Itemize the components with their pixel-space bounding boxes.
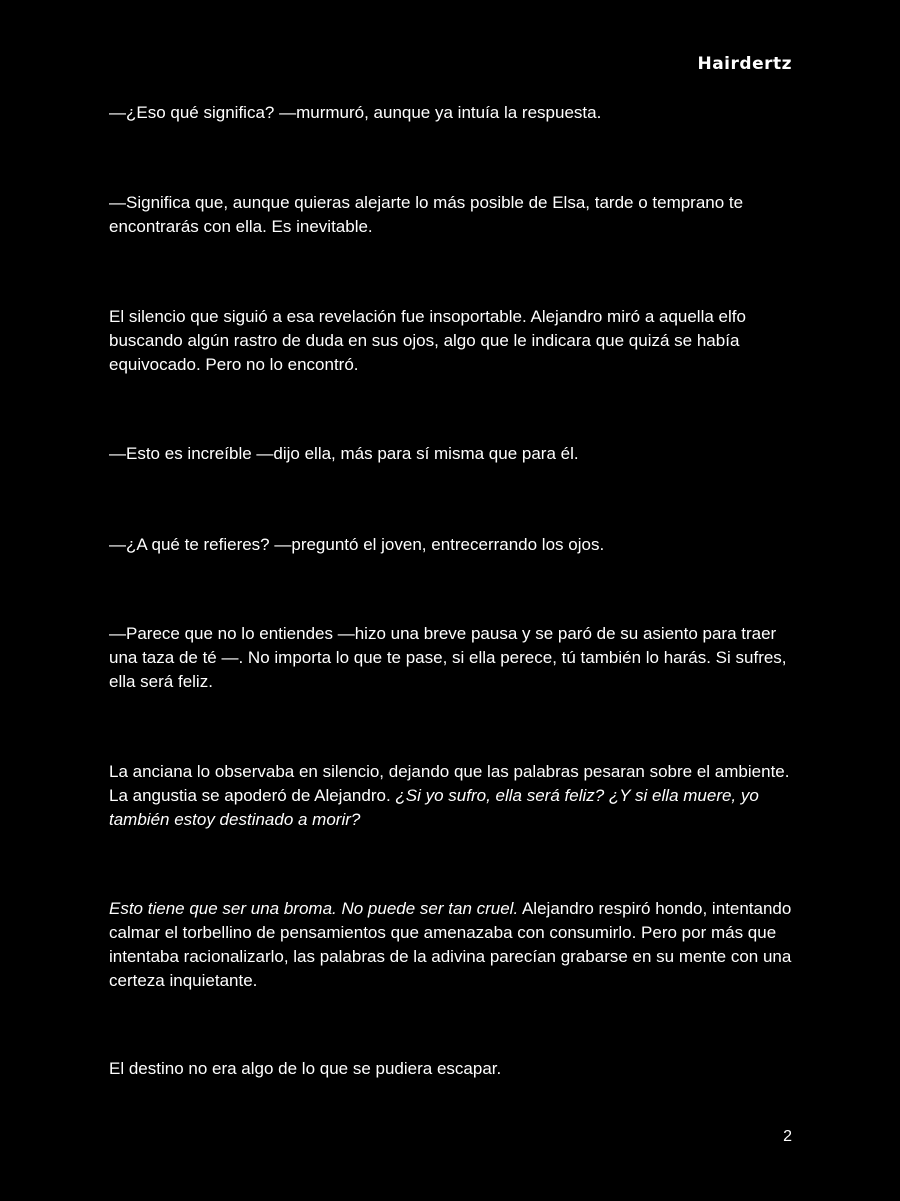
paragraph-7-text: La anciana lo observaba en silencio, dejando que las palabras pesaran sobre el ambiente. La angustia se apoderó de Alejandro. <box>109 762 790 805</box>
paragraph-8 <box>109 897 794 993</box>
paragraph-7-italic: ¿Si yo sufro, ella será feliz? ¿Y si ella muere, yo también estoy destinado a morir? <box>109 786 759 829</box>
paragraph-8-text: Alejandro respiró hondo, intentando calmar el torbellino de pensamientos que amenazaba con consumirlo. Pero por más que intentaba racionalizarlo, las palabras de la adivina parecían grabarse en su mente con una certeza inquietante. <box>109 899 792 990</box>
page-number: 2 <box>783 1128 792 1145</box>
paragraph-5: —¿A qué te refieres? —preguntó el joven, entrecerrando los ojos. <box>109 535 605 554</box>
paragraph-7 <box>109 760 794 832</box>
paragraph-9: El destino no era algo de lo que se pudiera escapar. <box>109 1059 502 1078</box>
paragraph-8-italic: Esto tiene que ser una broma. No puede ser tan cruel. <box>109 899 519 918</box>
paragraph-3: El silencio que siguió a esa revelación fue insoportable. Alejandro miró a aquella elfo buscando algún rastro de duda en sus ojos, algo que le indicara que quizá se había equivocado. Pero no lo encontró. <box>109 307 746 374</box>
paragraph-1: —¿Eso qué significa? —murmuró, aunque ya intuía la respuesta. <box>109 103 602 122</box>
header-author: Hairdertz <box>697 54 792 74</box>
paragraph-2: —Significa que, aunque quieras alejarte lo más posible de Elsa, tarde o temprano te encontrarás con ella. Es inevitable. <box>109 193 744 236</box>
paragraph-6: —Parece que no lo entiendes —hizo una breve pausa y se paró de su asiento para traer una taza de té —. No importa lo que te pase, si ella perece, tú también lo harás. Si sufres, ella será feliz. <box>109 624 787 691</box>
paragraph-4: —Esto es increíble —dijo ella, más para sí misma que para él. <box>109 444 579 463</box>
